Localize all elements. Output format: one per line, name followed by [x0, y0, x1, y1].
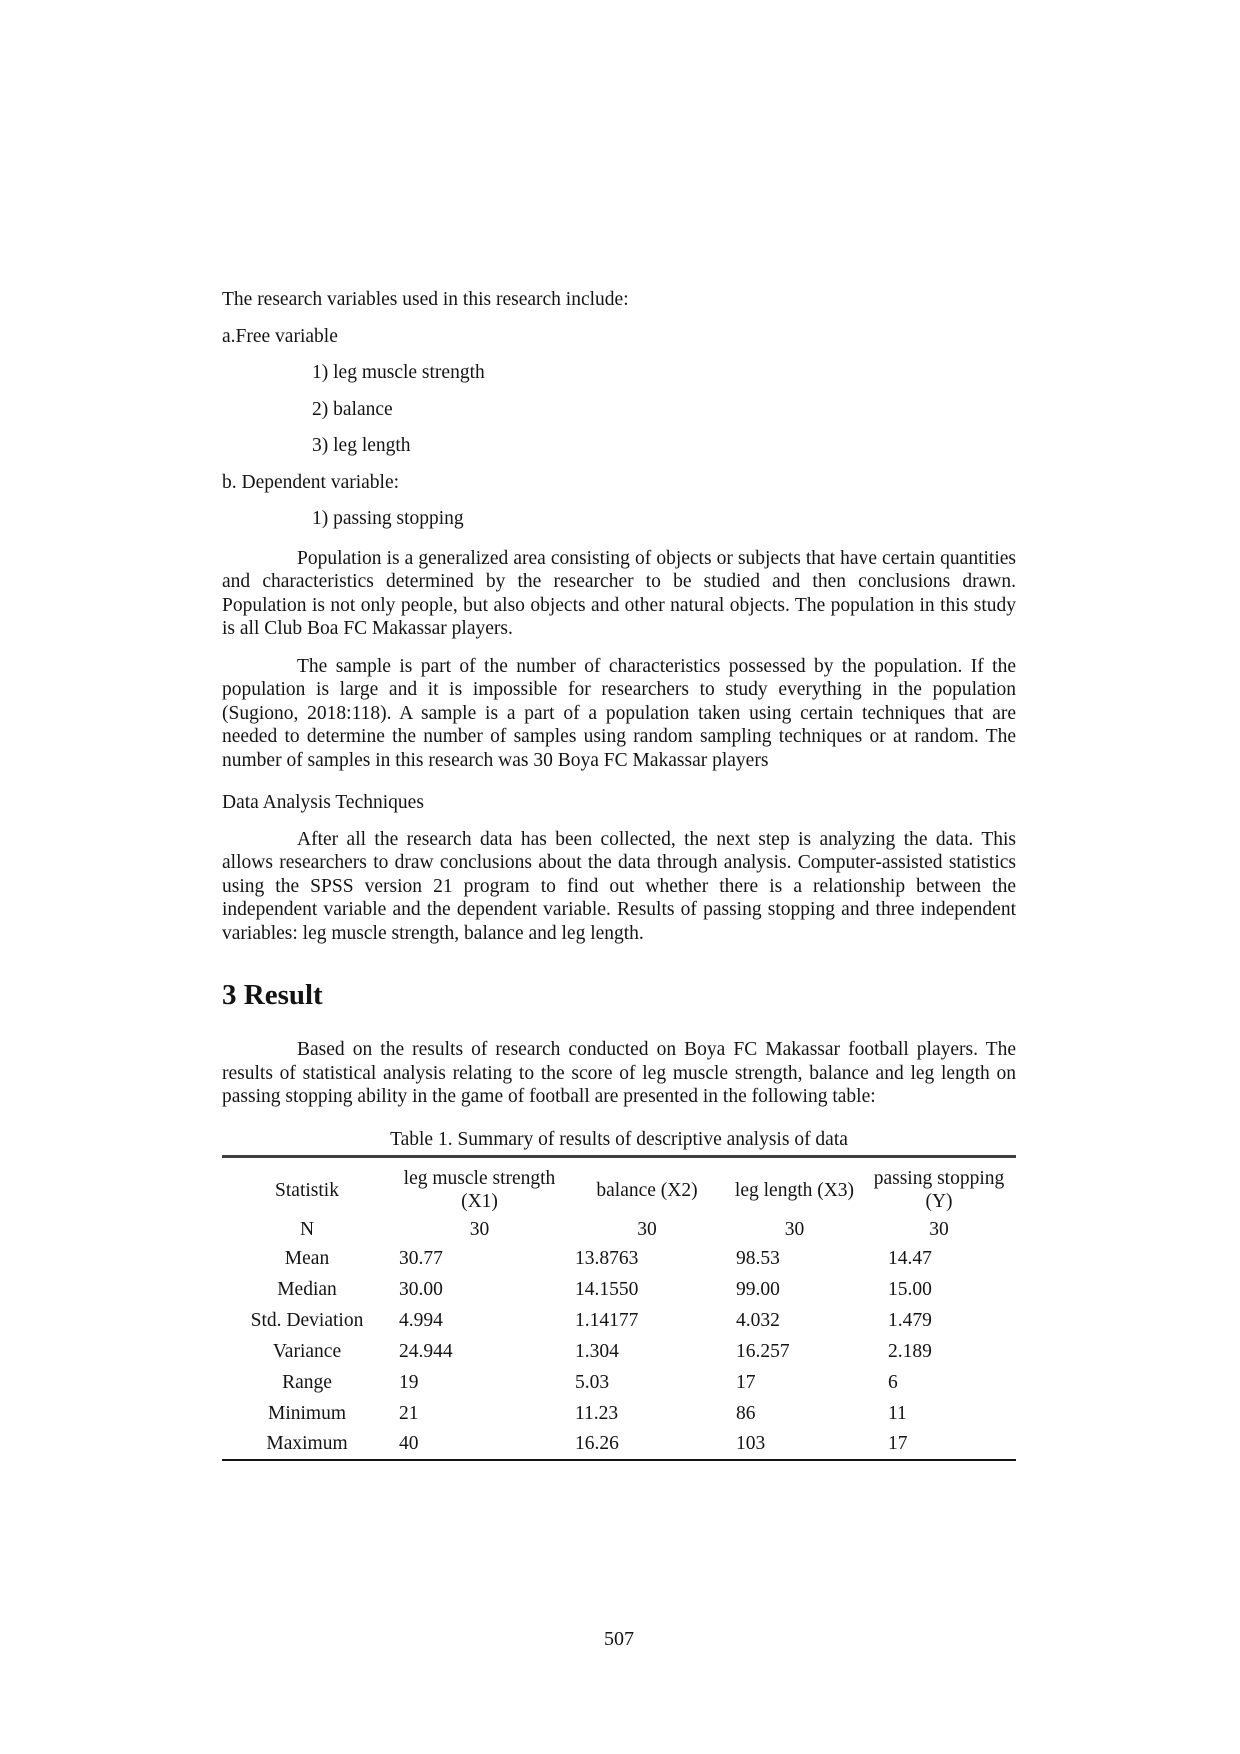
- table-row: [222, 1398, 1016, 1429]
- table-cell: 30: [469, 1219, 490, 1240]
- population-paragraph: Population is a generalized area consisting of objects or subjects that have certain quantities and characteristics determined by the researcher to be studied and then conclusions drawn. Population is not only people, but also objects and other natural objects. The population in this study is all Club Boa FC Makassar players.: [222, 547, 1016, 639]
- row-label: Minimum: [267, 1402, 346, 1424]
- row-label: N: [299, 1219, 315, 1240]
- table-cell: 17: [888, 1433, 908, 1454]
- dependent-variable-label: b. Dependent variable:: [222, 471, 400, 493]
- table-cell: 4.994: [399, 1309, 443, 1331]
- row-label: Range: [282, 1371, 332, 1393]
- free-variable-item-3: 3) leg length: [312, 435, 411, 456]
- table-cell: 30: [929, 1219, 949, 1240]
- sample-paragraph: The sample is part of the number of characteristics possessed by the population. If the population is large and it is impossible for researchers to study everything in the population (Sugiono, 2018:118). A sample is a part of a population taken using certain techniques that are needed to determine the number of samples using random sampling techniques or at random. The number of samples in this research was 30 Boya FC Makassar players: [222, 655, 1016, 771]
- table-cell: 86: [736, 1402, 756, 1424]
- table-cell: 14.1550: [575, 1278, 639, 1300]
- table-row: [222, 1429, 1016, 1460]
- table-cell: 40: [399, 1433, 419, 1454]
- header-leg-muscle-strength: leg muscle strength (X1): [403, 1168, 556, 1212]
- table-cell: 30.00: [399, 1278, 443, 1300]
- table-cell: 21: [399, 1402, 419, 1424]
- table-cell: 30: [784, 1219, 805, 1240]
- row-label: Median: [277, 1278, 337, 1300]
- table-cell: 19: [399, 1371, 419, 1393]
- table-cell: 15.00: [888, 1278, 932, 1300]
- row-label: Maximum: [266, 1433, 348, 1454]
- table-cell: 2.189: [888, 1340, 932, 1362]
- variables-lead-line: The research variables used in this research include:: [222, 289, 629, 310]
- result-intro-paragraph: Based on the results of research conducted on Boya FC Makassar football players. The results of statistical analysis relating to the score of leg muscle strength, balance and leg length on passing stopping ability in the game of football are presented in the following table:: [222, 1039, 1016, 1107]
- table-cell: 16.257: [736, 1340, 790, 1362]
- table-cell: 1.479: [888, 1309, 932, 1331]
- table-cell: 17: [736, 1371, 756, 1393]
- table-cell: 16.26: [575, 1433, 619, 1454]
- table-cell: 4.032: [736, 1309, 780, 1331]
- table-cell: 11.23: [575, 1402, 619, 1424]
- data-analysis-heading: Data Analysis Techniques: [222, 792, 424, 813]
- header-passing-stopping: passing stopping (Y): [873, 1168, 1005, 1212]
- table-cell: 13.8763: [575, 1247, 639, 1269]
- table-row: [222, 1305, 1016, 1336]
- table-cell: 99.00: [736, 1278, 780, 1300]
- table-cell: 11: [888, 1402, 907, 1424]
- header-statistik: Statistik: [275, 1179, 339, 1201]
- dependent-variable-item-1: 1) passing stopping: [312, 508, 464, 529]
- table-cell: 1.14177: [575, 1309, 639, 1331]
- table-cell: 30.77: [399, 1247, 443, 1269]
- table-row: [222, 1336, 1016, 1367]
- row-label: Variance: [272, 1340, 342, 1362]
- table-row: [222, 1367, 1016, 1398]
- table-row: [222, 1274, 1016, 1305]
- table-cell: 5.03: [575, 1371, 610, 1393]
- row-label: Mean: [284, 1247, 330, 1269]
- table-cell: 98.53: [736, 1247, 780, 1269]
- free-variable-item-1: 1) leg muscle strength: [312, 362, 485, 383]
- table-cell: 1.304: [575, 1340, 619, 1362]
- free-variable-label: a.Free variable: [222, 325, 338, 347]
- header-balance: balance (X2): [596, 1179, 698, 1201]
- table-header-row: [222, 1157, 1016, 1218]
- descriptive-statistics-table: [222, 1155, 1016, 1461]
- table-cell: 103: [736, 1433, 766, 1454]
- row-label: Std. Deviation: [250, 1309, 364, 1331]
- page-number: 507: [604, 1628, 634, 1650]
- data-analysis-paragraph: After all the research data has been collected, the next step is analyzing the data. This allows researchers to draw conclusions about the data through analysis. Computer-assisted statistics using the SPSS version 21 program to find out whether there is a relationship between the independent variable and the dependent variable. Results of passing stopping and three independent variables: leg muscle strength, balance and leg length.: [222, 828, 1016, 944]
- result-section-heading: 3 Result: [222, 979, 323, 1011]
- table-row: [222, 1217, 1016, 1243]
- table-cell: 14.47: [888, 1247, 932, 1269]
- table-caption: Table 1. Summary of results of descriptive analysis of data: [390, 1128, 848, 1150]
- free-variable-item-2: 2) balance: [312, 398, 393, 420]
- header-leg-length: leg length (X3): [734, 1179, 855, 1201]
- table-cell: 6: [888, 1371, 898, 1393]
- table-cell: 30: [637, 1219, 657, 1240]
- table-row: [222, 1243, 1016, 1274]
- page-content: [222, 288, 1016, 1461]
- table-cell: 24.944: [399, 1340, 453, 1362]
